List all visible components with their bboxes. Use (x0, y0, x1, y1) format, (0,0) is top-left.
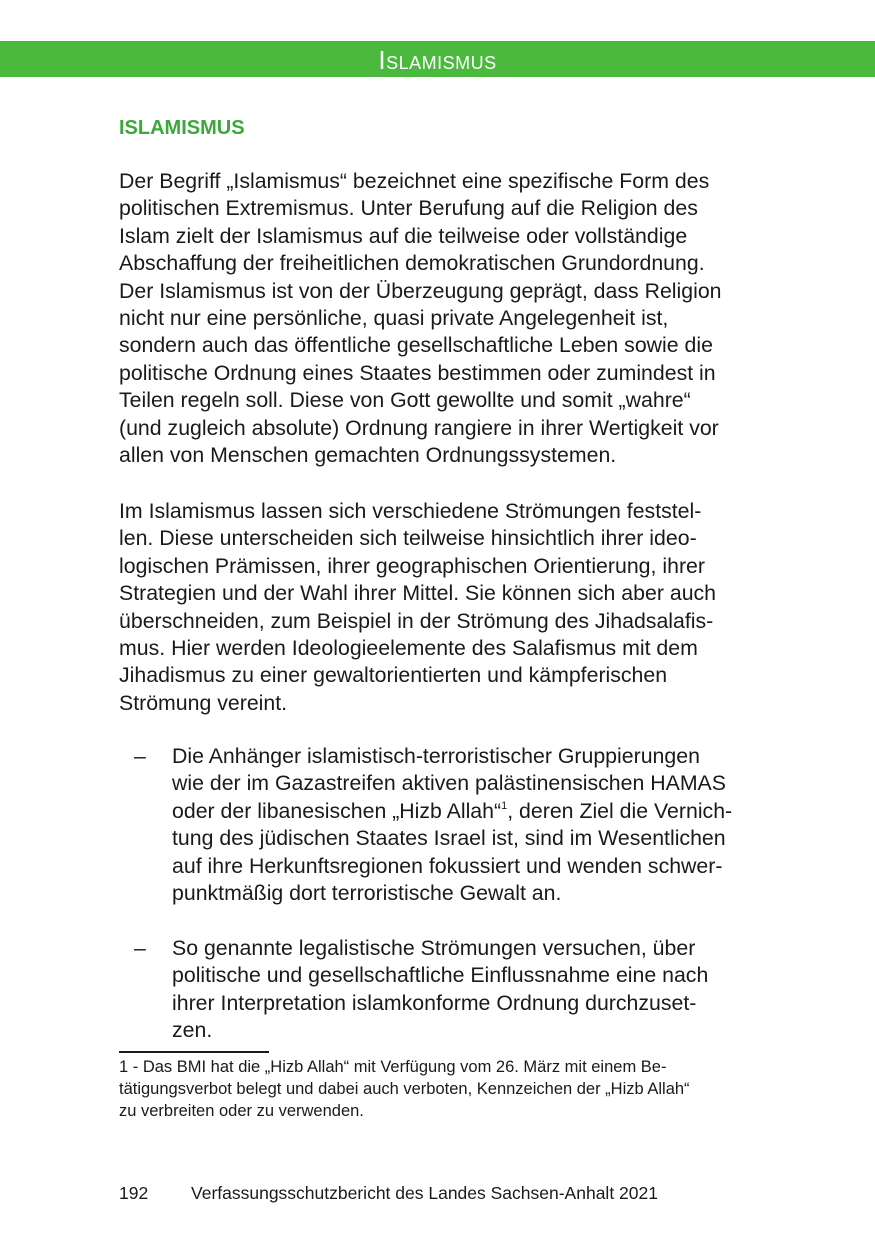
text-line: mus. Hier werden Ideologieelemente des Salafismus mit dem (119, 636, 698, 661)
text-line: len. Diese unterscheiden sich teilweise hinsichtlich ihrer ideo- (119, 526, 697, 551)
text-line: politische und gesellschaftliche Einflussnahme eine nach (172, 963, 709, 988)
text-line: Im Islamismus lassen sich verschiedene Strömungen feststel- (119, 499, 702, 523)
footnote (119, 1056, 769, 1122)
text-line: politischen Extremismus. Unter Berufung auf die Religion des (119, 196, 698, 221)
text-line: (und zugleich absolute) Ordnung rangiere in ihrer Wertigkeit vor (119, 415, 719, 440)
text-line: Der Begriff „Islamismus“ bezeichnet eine spezifische Form des (119, 169, 710, 193)
text-line: tung des jüdischen Staates Israel ist, sind im Wesentlichen (172, 826, 726, 851)
paragraph-definition (119, 168, 759, 469)
footnote-line: 1 - Das BMI hat die „Hizb Allah“ mit Verfügung vom 26. März mit einem Be- (119, 1058, 667, 1076)
text-line: Die Anhänger islamistisch-terroristischer Gruppierungen (172, 744, 700, 768)
text-line: Islam zielt der Islamismus auf die teilweise oder vollständige (119, 223, 688, 248)
running-footer-title: Verfassungsschutzbericht des Landes Sachsen-Anhalt 2021 (191, 1183, 658, 1203)
text-line: Abschaffung der freiheitlichen demokratischen Grundordnung. (119, 251, 705, 276)
text-line: politische Ordnung eines Staates bestimmen oder zumindest in (119, 360, 716, 385)
text-line: Der Islamismus ist von der Überzeugung geprägt, dass Religion (119, 278, 722, 303)
text-line (172, 798, 732, 825)
section-heading: ISLAMISMUS (119, 117, 245, 139)
text-line: allen von Menschen gemachten Ordnungssystemen. (119, 443, 617, 468)
text-line: ihrer Interpretation islamkonforme Ordnung durchzuset- (172, 990, 697, 1015)
text-line: logischen Prämissen, ihrer geographischen Orientierung, ihrer (119, 553, 705, 578)
footnote-divider (119, 1051, 269, 1053)
text-line: Teilen regeln soll. Diese von Gott gewollte und somit „wahre“ (119, 388, 691, 413)
text-line: wie der im Gazastreifen aktiven palästinensischen HAMAS (172, 771, 726, 796)
text-line: zen. (172, 1018, 213, 1043)
footnote-line: tätigungsverbot belegt und dabei auch verboten, Kennzeichen der „Hizb Allah“ (119, 1080, 690, 1098)
text-line: auf ihre Herkunftsregionen fokussiert und wenden schwer- (172, 853, 723, 878)
paragraph-currents (119, 498, 759, 717)
text-segment: oder der libanesischen „Hizb Allah“ (172, 798, 502, 823)
bullet-body (172, 743, 732, 907)
text-segment: , deren Ziel die Vernich- (507, 798, 733, 823)
bullet-dash: – (134, 744, 146, 768)
chapter-title: Islamismus (378, 45, 497, 75)
bullet-body (172, 935, 708, 1045)
footnote-reference[interactable]: 1 (501, 799, 508, 812)
page-number: 192 (119, 1183, 149, 1203)
text-line: nicht nur eine persönliche, quasi private Angelegenheit ist, (119, 306, 669, 331)
text-line: Strategien und der Wahl ihrer Mittel. Sie können sich aber auch (119, 581, 717, 606)
text-line: sondern auch das öffentliche gesellschaftliche Leben sowie die (119, 333, 713, 358)
text-line: punktmäßig dort terroristische Gewalt an. (172, 881, 562, 906)
text-line: überschneiden, zum Beispiel in der Strömung des Jihadsalafis- (119, 608, 714, 633)
chapter-banner (0, 41, 875, 77)
text-line: Strömung vereint. (119, 690, 288, 715)
text-line: So genannte legalistische Strömungen versuchen, über (172, 936, 696, 960)
bullet-dash: – (134, 936, 146, 960)
footnote-line: zu verbreiten oder zu verwenden. (119, 1102, 364, 1120)
text-line: Jihadismus zu einer gewaltorientierten und kämpferischen (119, 663, 668, 688)
